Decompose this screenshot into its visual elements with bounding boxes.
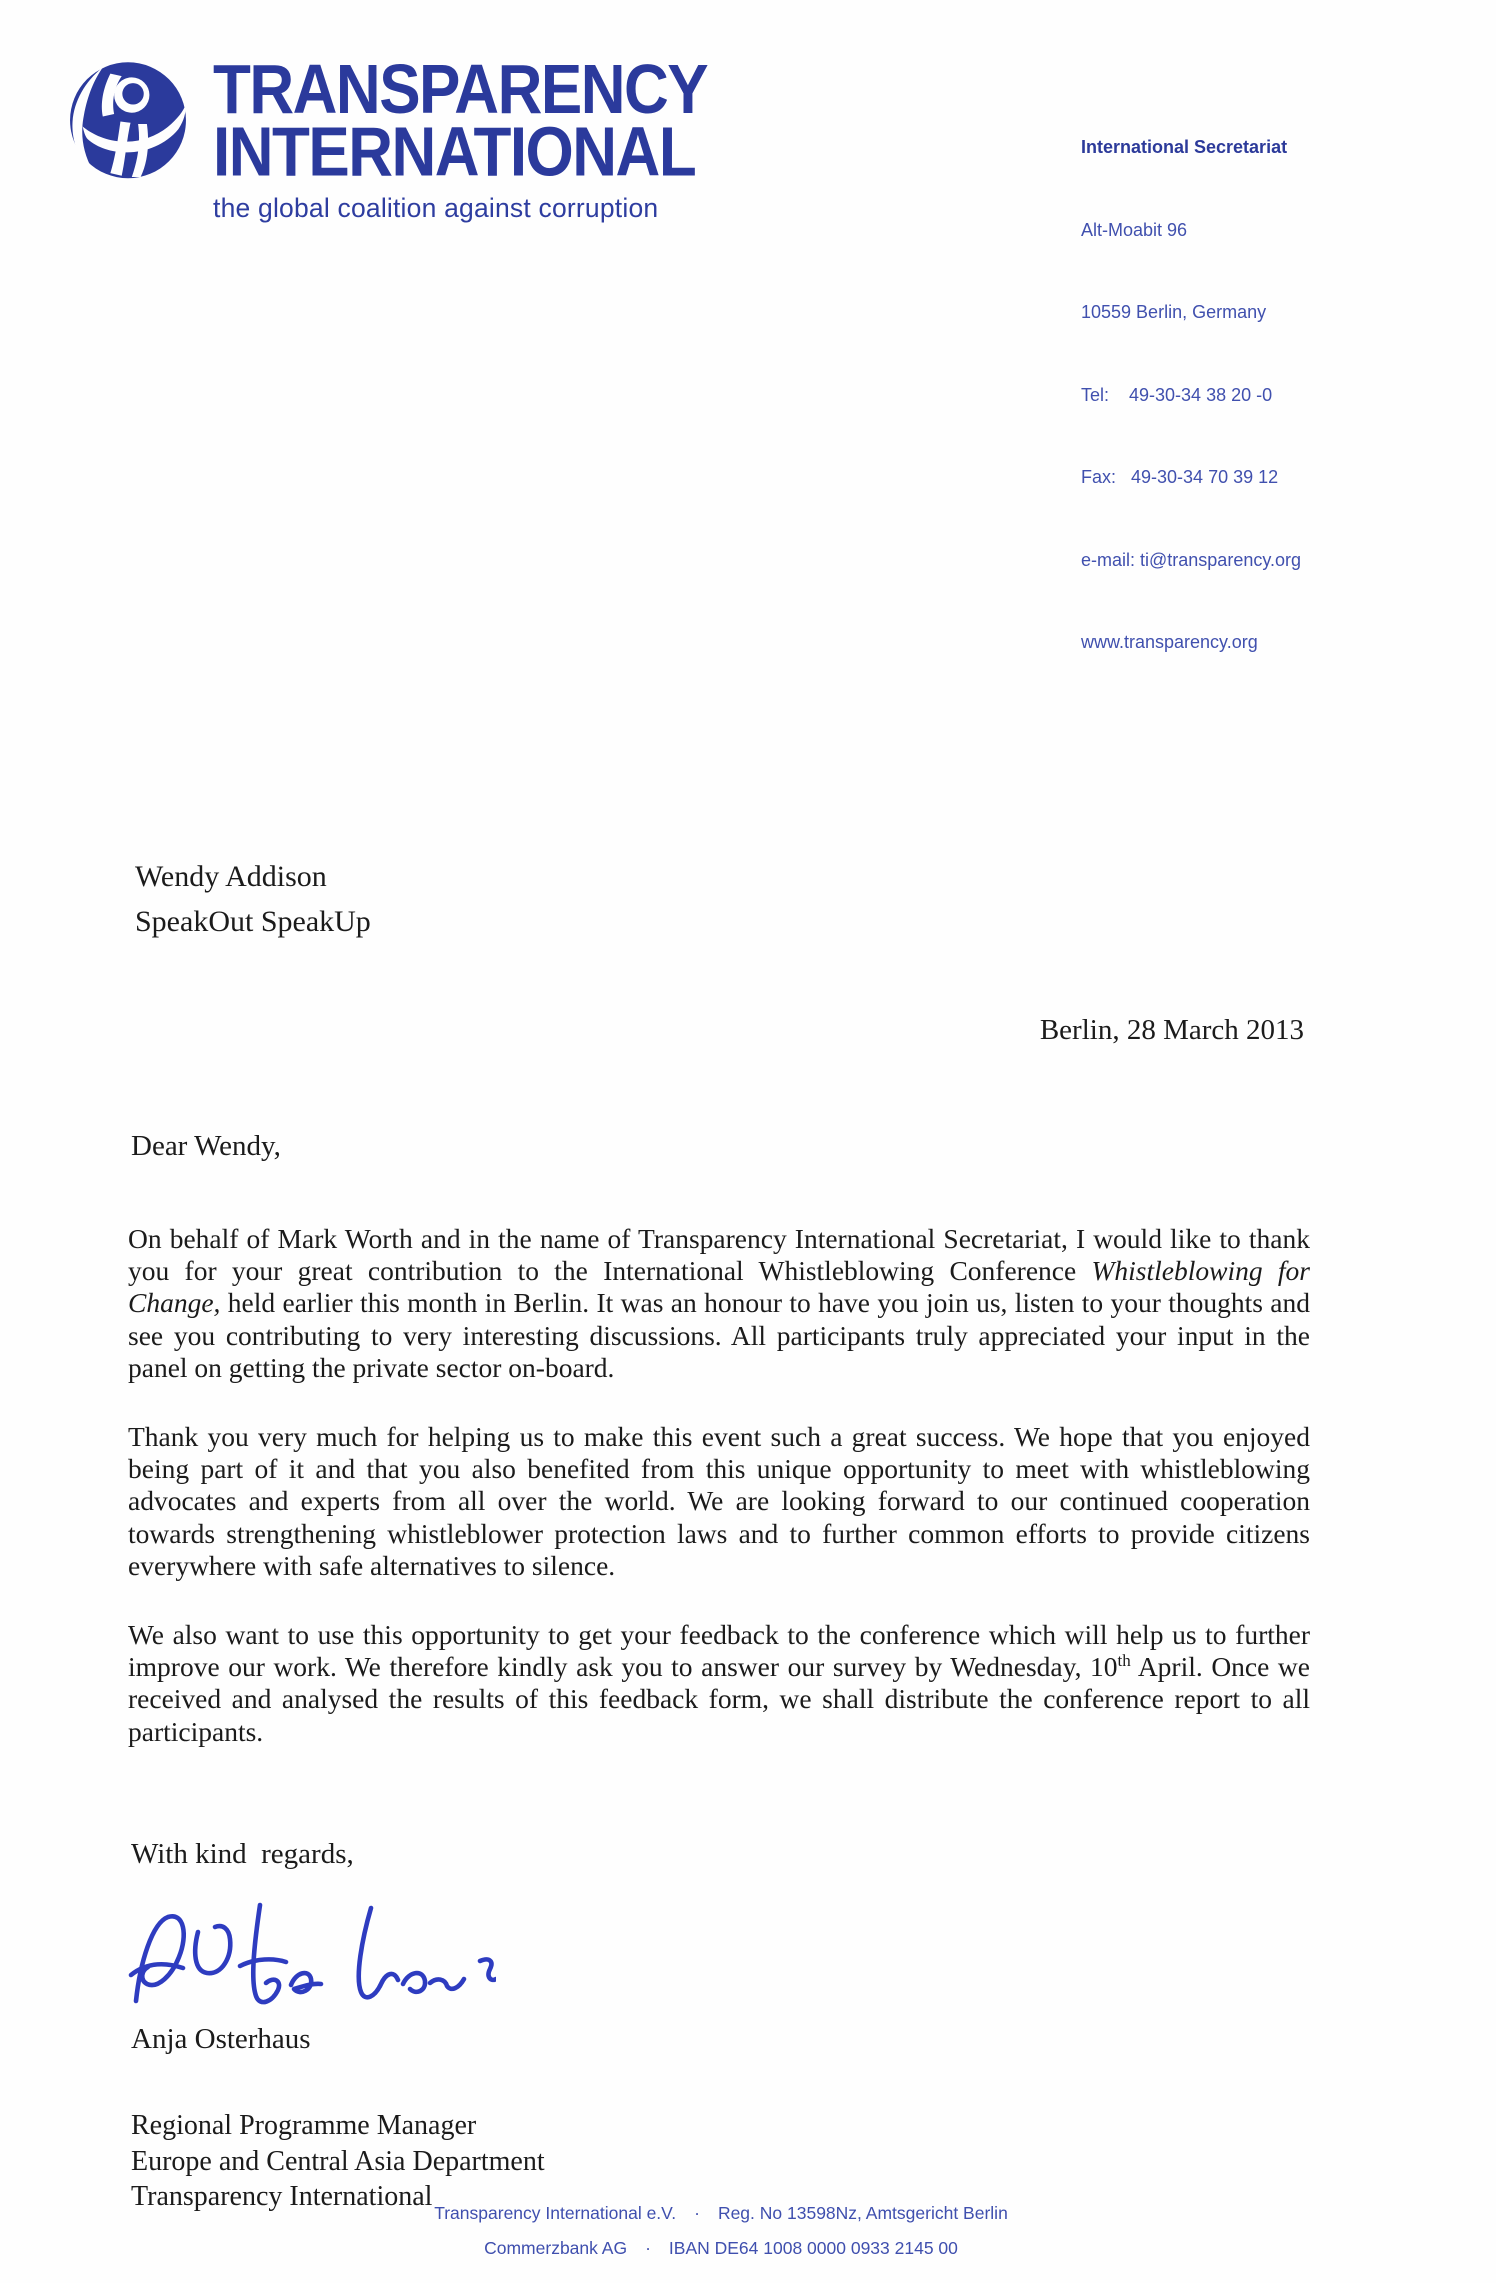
signer-name: Anja Osterhaus [131, 2023, 311, 2056]
signer-title-line2: Europe and Central Asia Department [131, 2145, 545, 2177]
paragraph-3-text: We also want to use this opportunity to get your feedback to the conference which will help us to further improve our work. We therefore kindly ask you to answer our survey by Wednesday, 10 [128, 1618, 1310, 1682]
footer-line1 [0, 2196, 1442, 2231]
signer-title-line1: Regional Programme Manager [131, 2110, 477, 2142]
letter-body [0, 1223, 1496, 1749]
brand-block [65, 51, 708, 712]
org-wordmark [213, 51, 708, 192]
paragraph-2: Thank you very much for helping us to make this event such a great success. We hope that you enjoyed being part of it and that you also benefited from this unique opportunity to meet with whistleblowing advocates and experts from all over the world. We are looking forward to our continued cooperation towards strengthening whistleblower protection laws and to further common efforts to provide citizens everywhere with safe alternatives to silence. [128, 1420, 1310, 1582]
org-name-line1: TRANSPARENCY [213, 51, 708, 129]
org-tagline: the global coalition against corruption [213, 193, 659, 223]
contact-address-line2: 10559 Berlin, Germany [1081, 302, 1267, 322]
contact-email: e-mail: ti@transparency.org [1081, 549, 1302, 570]
contact-address-line1: Alt-Moabit 96 [1081, 219, 1188, 240]
recipient-name: Wendy Addison [135, 859, 327, 893]
handwritten-signature-icon [128, 1899, 496, 2011]
footer-bank-name: Commerzbank AG [484, 2238, 628, 2258]
closing-line: With kind regards, [131, 1838, 354, 1871]
brand-text [213, 51, 708, 712]
signer-title-line3: Transparency International [131, 2181, 433, 2213]
paragraph-1 [128, 1223, 1310, 1385]
contact-fax: Fax: 49-30-34 70 39 12 [1081, 467, 1279, 487]
transparency-international-globe-logo-icon [65, 55, 191, 183]
footer-separator-dot: · [694, 2203, 700, 2223]
recipient-block [135, 854, 1496, 944]
footer-line2 [0, 2231, 1442, 2266]
salutation: Dear Wendy, [131, 1129, 281, 1162]
paragraph-1-text: On behalf of Mark Worth and in the name of Transparency International Secretariat, I would like to thank you for your great contribution to the International Whistleblowing Conference [128, 1222, 1310, 1286]
contact-tel: Tel: 49-30-34 38 20 -0 [1081, 384, 1273, 405]
footer-registration: Reg. No 13598Nz, Amtsgericht Berlin [717, 2203, 1008, 2223]
contact-website: www.transparency.org [1081, 632, 1258, 652]
paragraph-1-conference-title: Whistleblowing for Change, [128, 1254, 1311, 1319]
paragraph-3 [128, 1619, 1310, 1749]
org-name-line2: INTERNATIONAL [213, 113, 696, 192]
dateline: Berlin, 28 March 2013 [1039, 1013, 1304, 1046]
paragraph-1-text-continued: held earlier this month in Berlin. It was an honour to have you join us, listen to your thoughts and see you contributing to very interesting discussions. All participants truly appreciated your input in the panel on getting the private sector on-board. [128, 1287, 1310, 1384]
paragraph-3-ordinal-suffix: th [1117, 1650, 1131, 1670]
letter-footer [0, 2196, 1442, 2266]
contact-block [1081, 55, 1386, 712]
recipient-organization: SpeakOut SpeakUp [135, 904, 371, 938]
footer-org-name: Transparency International e.V. [434, 2203, 677, 2223]
contact-title: International Secretariat [1081, 137, 1288, 157]
footer-iban: IBAN DE64 1008 0000 0933 2145 00 [668, 2238, 958, 2258]
letterhead [0, 0, 1496, 712]
paragraph-3-text-continued: April. Once we received and analysed the results of this feedback form, we shall distribute the conference report to all participants. [128, 1650, 1310, 1747]
footer-separator-dot: · [645, 2238, 651, 2258]
